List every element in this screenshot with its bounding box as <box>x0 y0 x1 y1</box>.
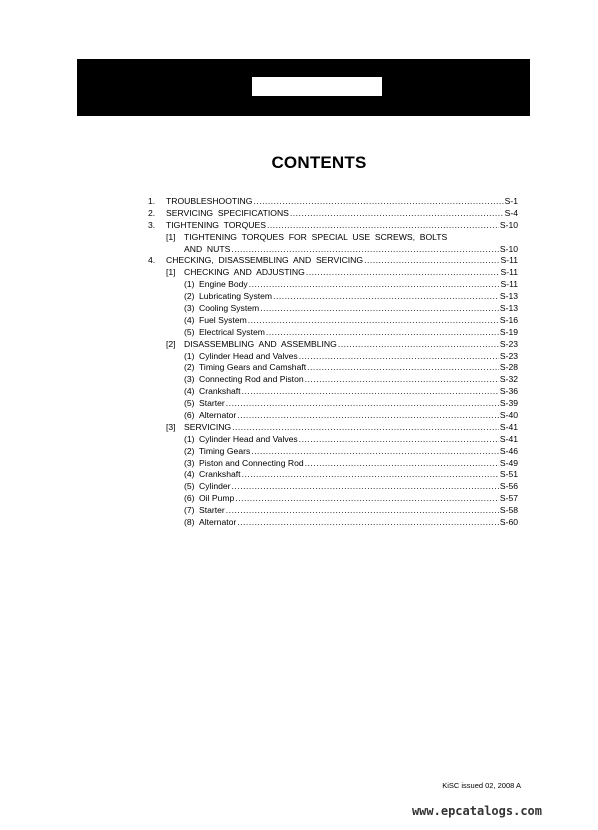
toc-entry-label: Cylinder Head and Valves <box>199 433 298 444</box>
toc-entry[interactable] <box>148 469 518 481</box>
toc-entry[interactable] <box>148 279 518 291</box>
toc-entry-label: Crankshaft <box>199 386 241 397</box>
toc-entry-label: SERVICING SPECIFICATIONS <box>166 207 289 218</box>
toc-entry-number: (2) <box>184 291 195 302</box>
toc-entry-page: S-36 <box>499 386 518 397</box>
banner-label-box <box>252 77 382 96</box>
toc-entry[interactable] <box>148 291 518 303</box>
toc-entry-label: TROUBLESHOOTING <box>166 196 253 206</box>
toc-leader-dots <box>305 374 499 386</box>
toc-leader-dots <box>237 517 499 529</box>
toc-entry[interactable] <box>148 362 518 374</box>
toc-entry[interactable] <box>148 446 518 458</box>
toc-entry-label: DISASSEMBLING AND ASSEMBLING <box>184 338 337 349</box>
toc-leader-dots <box>253 196 503 208</box>
toc-entry-number: [2] <box>166 338 176 349</box>
toc-entry-page: S-57 <box>499 493 518 504</box>
table-of-contents <box>148 196 518 529</box>
toc-entry-number: (5) <box>184 326 195 337</box>
toc-entry-label: CHECKING AND ADJUSTING <box>184 267 305 278</box>
toc-entry-number: [1] <box>166 231 176 242</box>
toc-entry-number: (3) <box>184 303 195 314</box>
toc-entry-label: Lubricating System <box>199 291 273 302</box>
toc-entry[interactable] <box>148 374 518 386</box>
toc-entry-page: S-11 <box>500 267 518 278</box>
toc-entry-page: S-23 <box>499 350 518 361</box>
toc-entry-number: (1) <box>184 433 195 444</box>
header-banner <box>77 59 530 116</box>
toc-leader-dots <box>248 315 499 327</box>
toc-entry-page: S-51 <box>499 469 518 480</box>
toc-entry[interactable] <box>148 327 518 339</box>
toc-entry-page: S-13 <box>499 303 518 314</box>
toc-entry-page: S-60 <box>499 517 518 528</box>
toc-entry-page: S-46 <box>499 445 518 456</box>
toc-entry[interactable] <box>148 493 518 505</box>
toc-leader-dots <box>299 351 499 363</box>
toc-entry-label: Alternator <box>199 410 237 421</box>
toc-leader-dots <box>232 422 499 434</box>
page-title: CONTENTS <box>271 153 367 172</box>
toc-entry[interactable] <box>148 255 518 267</box>
toc-entry-page: S-39 <box>499 398 518 409</box>
toc-entry-number: 4. <box>148 255 156 266</box>
toc-entry-number: [3] <box>166 421 176 432</box>
toc-entry-page: S-58 <box>499 505 518 516</box>
toc-entry-label: Connecting Rod and Piston <box>199 374 304 385</box>
toc-entry[interactable] <box>148 517 518 529</box>
toc-entry-label: CHECKING, DISASSEMBLING AND SERVICING <box>166 255 364 266</box>
toc-entry-label: Alternator <box>199 517 237 528</box>
toc-entry[interactable] <box>148 481 518 493</box>
toc-leader-dots <box>242 386 499 398</box>
toc-leader-dots <box>267 220 499 232</box>
toc-leader-dots <box>231 244 499 256</box>
toc-leader-dots <box>226 398 499 410</box>
toc-entry-label: Fuel System <box>199 314 247 325</box>
toc-leader-dots <box>290 208 504 220</box>
toc-entry-label: Starter <box>199 398 225 409</box>
toc-entry[interactable] <box>148 244 518 256</box>
toc-entry-number: 2. <box>148 207 156 218</box>
toc-leader-dots <box>226 505 499 517</box>
toc-entry-label: Piston and Connecting Rod <box>199 457 304 468</box>
toc-entry[interactable] <box>148 315 518 327</box>
toc-leader-dots <box>242 469 499 481</box>
toc-entry-label: Engine Body <box>199 279 248 290</box>
toc-entry-label: Oil Pump <box>199 493 235 504</box>
toc-entry-page: S-16 <box>499 314 518 325</box>
toc-entry-label: Cooling System <box>199 303 260 314</box>
toc-entry[interactable] <box>148 458 518 470</box>
toc-entry-label: Cylinder <box>199 481 231 492</box>
toc-entry-page: S-1 <box>504 196 518 206</box>
toc-entry-page: S-49 <box>499 457 518 468</box>
toc-entry-label: Electrical System <box>199 326 265 337</box>
toc-leader-dots <box>307 362 499 374</box>
toc-entry[interactable] <box>148 232 518 244</box>
toc-entry-number: 1. <box>148 196 156 206</box>
toc-entry-number: (2) <box>184 445 195 456</box>
toc-entry-number: (1) <box>184 279 195 290</box>
toc-entry-label: AND NUTS <box>184 243 231 254</box>
toc-entry-label: TIGHTENING TORQUES FOR SPECIAL USE SCREWS, BOLTS <box>184 231 448 242</box>
toc-leader-dots <box>237 410 499 422</box>
toc-entry-number: (3) <box>184 374 195 385</box>
toc-entry-page: S-28 <box>499 362 518 373</box>
toc-entry[interactable] <box>148 410 518 422</box>
toc-entry-page: S-41 <box>499 421 518 432</box>
toc-entry-page: S-11 <box>500 255 518 266</box>
toc-entry-number: (7) <box>184 505 195 516</box>
toc-entry-number: (5) <box>184 398 195 409</box>
toc-entry-label: SERVICING <box>184 421 232 432</box>
toc-entry-label: Crankshaft <box>199 469 241 480</box>
toc-entry-label: Cylinder Head and Valves <box>199 350 298 361</box>
toc-leader-dots <box>306 267 500 279</box>
toc-entry-page: S-10 <box>499 243 518 254</box>
toc-entry-number: (6) <box>184 493 195 504</box>
toc-entry-number: (4) <box>184 469 195 480</box>
toc-entry-number: (1) <box>184 350 195 361</box>
toc-entry-page: S-4 <box>504 207 518 218</box>
toc-entry-page: S-41 <box>499 433 518 444</box>
toc-entry-number: (3) <box>184 457 195 468</box>
toc-leader-dots <box>299 434 499 446</box>
toc-entry[interactable] <box>148 208 518 220</box>
toc-leader-dots <box>364 255 499 267</box>
toc-entry-page: S-11 <box>500 279 518 290</box>
toc-leader-dots <box>305 458 499 470</box>
toc-leader-dots <box>338 339 499 351</box>
issue-note: KiSC issued 02, 2008 A <box>442 781 521 790</box>
toc-entry[interactable] <box>148 505 518 517</box>
toc-leader-dots <box>260 303 499 315</box>
toc-entry[interactable] <box>148 303 518 315</box>
toc-entry-number: (5) <box>184 481 195 492</box>
toc-entry-page: S-23 <box>499 338 518 349</box>
toc-entry-number: [1] <box>166 267 176 278</box>
toc-entry[interactable] <box>148 398 518 410</box>
toc-entry-page: S-13 <box>499 291 518 302</box>
toc-entry[interactable] <box>148 422 518 434</box>
toc-leader-dots <box>235 493 499 505</box>
toc-entry[interactable] <box>148 434 518 446</box>
toc-leader-dots <box>232 481 499 493</box>
toc-leader-dots <box>251 446 499 458</box>
toc-entry-label: Starter <box>199 505 225 516</box>
toc-entry-label: TIGHTENING TORQUES <box>166 219 266 230</box>
toc-entry[interactable] <box>148 267 518 279</box>
toc-entry-number: (6) <box>184 410 195 421</box>
toc-entry-page: S-40 <box>499 410 518 421</box>
toc-entry-page: S-56 <box>499 481 518 492</box>
toc-entry[interactable] <box>148 220 518 232</box>
toc-entry-number: (8) <box>184 517 195 528</box>
toc-entry[interactable] <box>148 351 518 363</box>
toc-entry[interactable] <box>148 196 518 208</box>
toc-leader-dots <box>249 279 500 291</box>
toc-entry-label: Timing Gears <box>199 445 251 456</box>
toc-leader-dots <box>273 291 499 303</box>
toc-entry-page: S-32 <box>499 374 518 385</box>
toc-entry[interactable] <box>148 386 518 398</box>
toc-leader-dots <box>266 327 499 339</box>
toc-entry-number: (4) <box>184 314 195 325</box>
toc-entry-number: (2) <box>184 362 195 373</box>
watermark-url[interactable]: www.epcatalogs.com <box>411 804 542 818</box>
toc-entry-label: Timing Gears and Camshaft <box>199 362 307 373</box>
toc-entry[interactable] <box>148 339 518 351</box>
toc-entry-number: 3. <box>148 219 156 230</box>
toc-entry-page: S-10 <box>499 219 518 230</box>
toc-entry-number: (4) <box>184 386 195 397</box>
toc-entry-page: S-19 <box>499 326 518 337</box>
